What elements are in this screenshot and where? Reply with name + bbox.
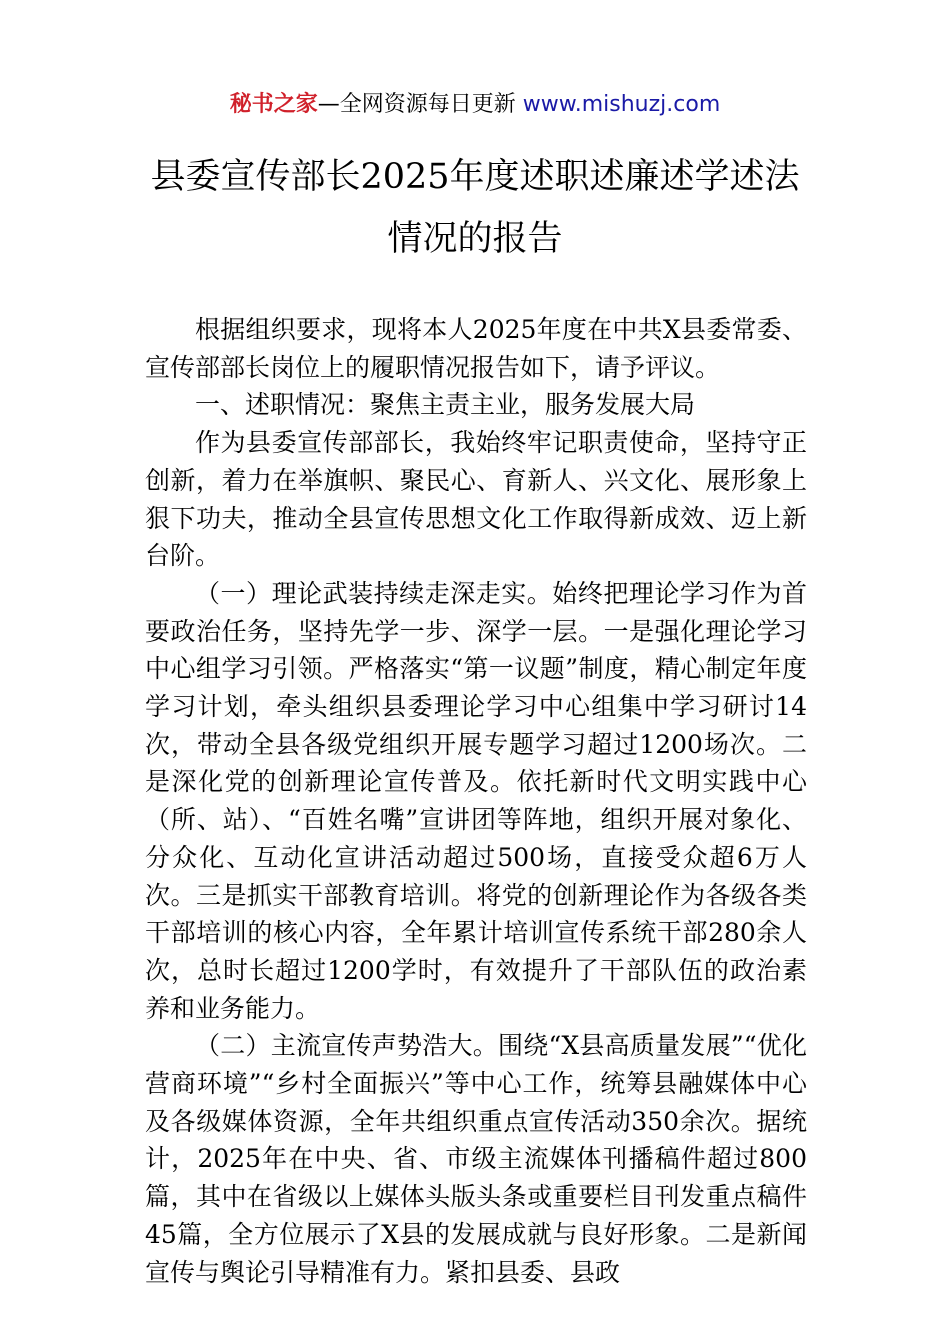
section-heading-1: 一、述职情况：聚焦主责主业，服务发展大局 xyxy=(195,390,696,420)
paragraph-intro: 根据组织要求，现将本人2025年度在中共X县委常委、宣传部部长岗位上的履职情况报告如下，请予评议。 xyxy=(145,315,807,382)
site-url-link[interactable]: www.mishuzj.com xyxy=(522,92,721,117)
site-slogan: —全网资源每日更新 xyxy=(317,92,516,117)
paragraph-publicity: （二）主流宣传声势浩大。围绕“X县高质量发展”“优化营商环境”“乡村全面振兴”等中心工作，统筹县融媒体中心及各级媒体资源，全年共组织重点宣传活动350余次。据统计，2025年在中央、省、市级主流媒体刊播稿件超过800篇，其中在省级以上媒体头版头条或重要栏目刊发重点稿件45篇，全方位展示了X县的发展成就与良好形象。二是新闻宣传与舆论引导精准有力。紧扣县委、县政 xyxy=(145,1031,807,1287)
title-line-1: 县委宣传部长2025年度述职述廉述学述法 xyxy=(150,157,800,197)
document-title xyxy=(100,146,850,270)
site-brand: 秘书之家 xyxy=(229,92,318,117)
paragraph-theory: （一）理论武装持续走深走实。始终把理论学习作为首要政治任务，坚持先学一步、深学一层。一是强化理论学习中心组学习引领。严格落实“第一议题”制度，精心制定年度学习计划，牵头组织县委理论学习中心组集中学习研讨14次，带动全县各级党组织开展专题学习超过1200场次。二是深化党的创新理论宣传普及。依托新时代文明实践中心（所、站）、“百姓名嘴”宣讲团等阵地，组织开展对象化、分众化、互动化宣讲活动超过500场，直接受众超6万人次。三是抓实干部教育培训。将党的创新理论作为各级各类干部培训的核心内容，全年累计培训宣传系统干部280余人次，总时长超过1200学时，有效提升了干部队伍的政治素养和业务能力。 xyxy=(145,578,807,1023)
site-banner xyxy=(0,88,950,122)
document-body xyxy=(145,311,807,1291)
title-line-2: 情况的报告 xyxy=(387,219,563,259)
paragraph-duty: 作为县委宣传部部长，我始终牢记职责使命，坚持守正创新，着力在举旗帜、聚民心、育新人、兴文化、展形象上狠下功夫，推动全县宣传思想文化工作取得新成效、迈上新台阶。 xyxy=(145,428,807,571)
